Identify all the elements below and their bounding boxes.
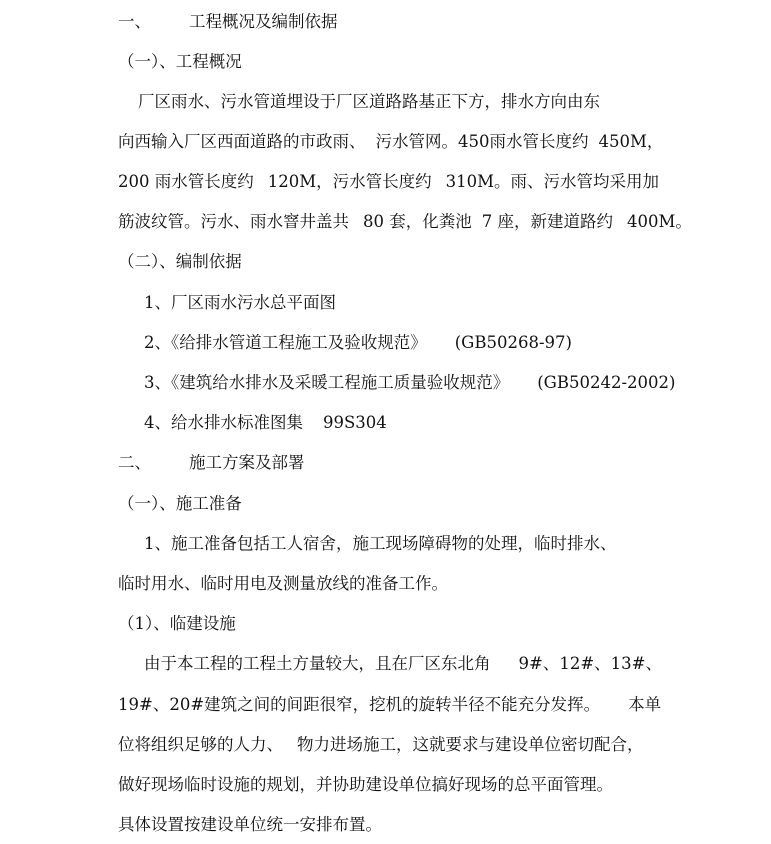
line-text: 80 套，化粪池 bbox=[363, 212, 472, 231]
reference-text: 2、《给排水管道工程施工及验收规范》 bbox=[144, 333, 427, 352]
section-title: 工程概况及编制依据 bbox=[189, 12, 338, 31]
line-text: 做好现场临时设施的规划，并协助建设单位搞好现场的总平面管理。 bbox=[118, 775, 613, 794]
section-title: 施工方案及部署 bbox=[189, 453, 305, 472]
paragraph-line bbox=[118, 132, 663, 152]
line-text: 450M， bbox=[598, 132, 664, 151]
line-text: 1、施工准备包括工人宿舍，施工现场障碍物的处理，临时排水、 bbox=[144, 534, 617, 553]
subsection-title: （1）、临建设施 bbox=[118, 614, 236, 633]
line-text: 具体设置按建设单位统一安排布置。 bbox=[118, 815, 382, 834]
line-text: 400M。 bbox=[627, 212, 692, 231]
line-text: 向西输入厂区西面道路的市政雨、 bbox=[118, 132, 366, 151]
line-text: 9#、12#、13#、 bbox=[518, 654, 662, 673]
paragraph-line bbox=[118, 574, 448, 594]
reference-text: 3、《建筑给水排水及采暖工程施工质量验收规范》 bbox=[144, 373, 510, 392]
reference-code: (GB50242-2002) bbox=[537, 373, 676, 392]
paragraph-line bbox=[138, 92, 600, 112]
paragraph-line bbox=[118, 172, 659, 192]
subsection-heading bbox=[118, 252, 242, 272]
reference-code: 99S304 bbox=[323, 413, 387, 432]
subsection-heading bbox=[118, 52, 242, 72]
line-text: 筋波纹管。污水、雨水窨井盖共 bbox=[118, 212, 349, 231]
line-text: 7 座，新建道路约 bbox=[481, 212, 613, 231]
reference-text: 1、厂区雨水污水总平面图 bbox=[144, 293, 336, 312]
reference-text: 4、给水排水标准图集 bbox=[144, 413, 303, 432]
subsection-title: （二）、编制依据 bbox=[118, 252, 242, 271]
line-text: 19#、20#建筑之间的间距很窄，挖机的旋转半径不能充分发挥。 bbox=[118, 695, 601, 714]
line-text: 厂区雨水、污水管道埋设于厂区道路路基正下方，排水方向由东 bbox=[138, 92, 600, 111]
paragraph-line bbox=[118, 815, 382, 835]
paragraph-line bbox=[118, 775, 613, 795]
section-heading-2 bbox=[118, 453, 305, 473]
line-text: 位将组织足够的人力、 bbox=[118, 735, 283, 754]
line-text: 120M，污水管长度约 bbox=[267, 172, 432, 191]
paragraph-line bbox=[118, 695, 661, 715]
line-text: 200 雨水管长度约 bbox=[118, 172, 254, 191]
subsection-title: （一）、工程概况 bbox=[118, 52, 242, 71]
paragraph-line bbox=[118, 735, 644, 755]
line-text: 污水管网。450雨水管长度约 bbox=[375, 132, 589, 151]
reference-code: (GB50268-97) bbox=[454, 333, 572, 352]
paragraph-line bbox=[118, 212, 692, 232]
section-number: 二、 bbox=[118, 453, 151, 472]
reference-item bbox=[144, 413, 387, 433]
subsection-heading bbox=[118, 494, 242, 514]
subsection-heading bbox=[118, 614, 236, 634]
subsection-title: （一）、施工准备 bbox=[118, 494, 242, 513]
paragraph-line bbox=[144, 534, 617, 554]
reference-item bbox=[144, 373, 676, 393]
reference-item bbox=[144, 293, 336, 313]
section-heading-1 bbox=[118, 12, 338, 32]
line-text: 由于本工程的工程土方量较大，且在厂区东北角 bbox=[144, 654, 491, 673]
line-text: 310M。雨、污水管均采用加 bbox=[445, 172, 660, 191]
reference-item bbox=[144, 333, 572, 353]
section-number: 一、 bbox=[118, 12, 151, 31]
line-text: 物力进场施工，这就要求与建设单位密切配合， bbox=[297, 735, 644, 754]
paragraph-line bbox=[144, 654, 662, 674]
line-text: 临时用水、临时用电及测量放线的准备工作。 bbox=[118, 574, 448, 593]
line-text: 本单 bbox=[628, 695, 662, 714]
